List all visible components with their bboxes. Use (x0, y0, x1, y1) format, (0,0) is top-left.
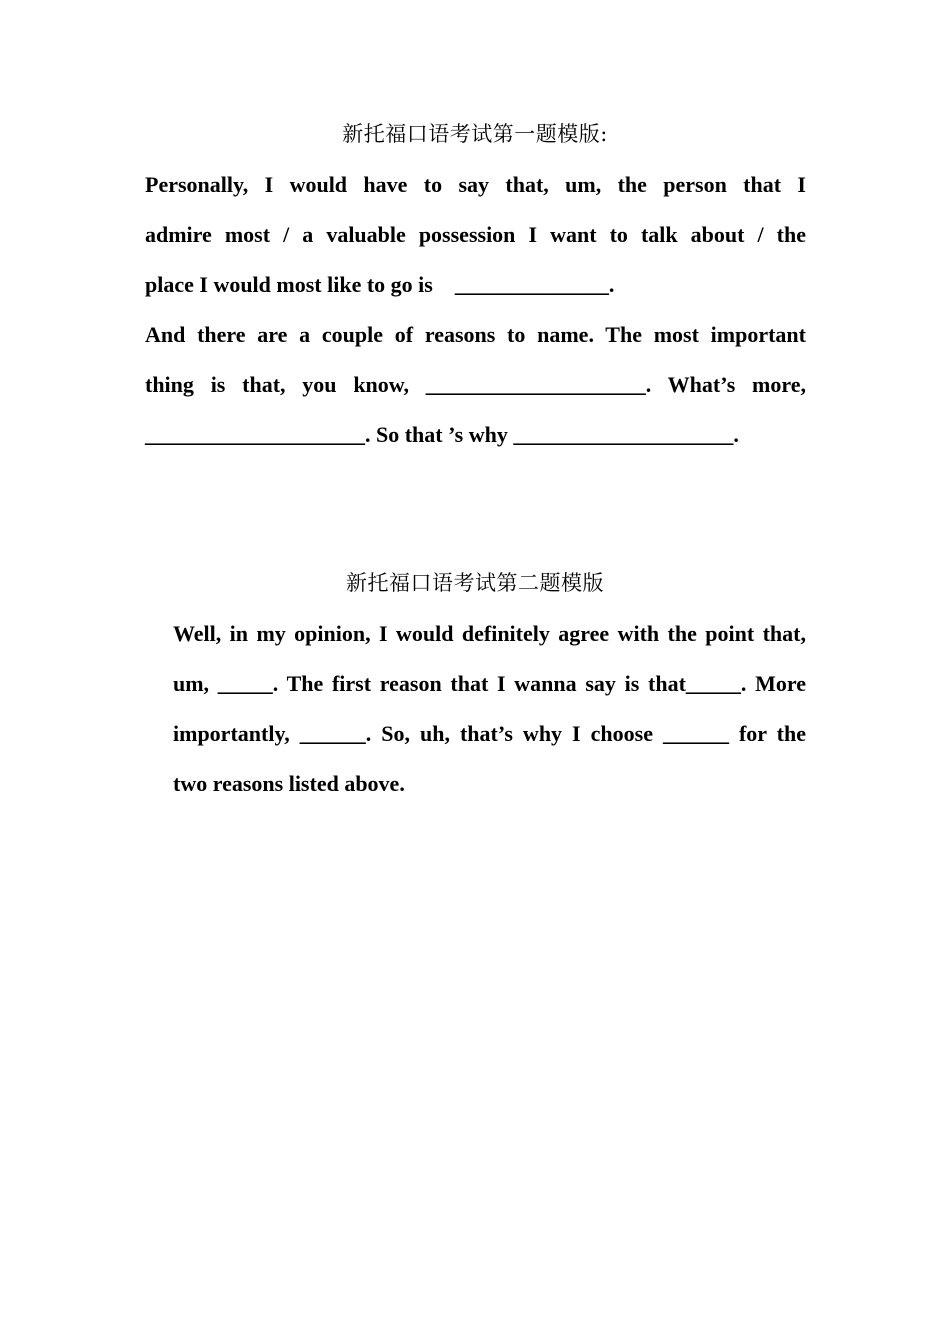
section-2-line-3: importantly, ______. So, uh, that’s why I choose ______ for the (173, 721, 806, 746)
section-2-heading: 新托福口语考试第二题模版 (346, 571, 604, 595)
section-1-heading: 新托福口语考试第一题模版: (342, 122, 608, 146)
section-2-line-4: two reasons listed above. (173, 771, 405, 796)
section-2-line-2: um, _____. The first reason that I wanna say is that_____. More (173, 671, 806, 696)
section-1-line-2: admire most / a valuable possession I want to talk about / the (145, 222, 806, 247)
section-2-line-1: Well, in my opinion, I would definitely agree with the point that, (173, 621, 806, 646)
section-1-line-5: thing is that, you know, ____________________. What’s more, (145, 372, 806, 397)
section-1-line-1: Personally, I would have to say that, um, the person that I (145, 172, 806, 197)
section-1-line-6: ____________________. So that ’s why ____________________. (145, 422, 739, 447)
section-1-line-4: And there are a couple of reasons to name. The most important (145, 322, 806, 347)
section-1-line-3: place I would most like to go is ______________. (145, 272, 615, 297)
